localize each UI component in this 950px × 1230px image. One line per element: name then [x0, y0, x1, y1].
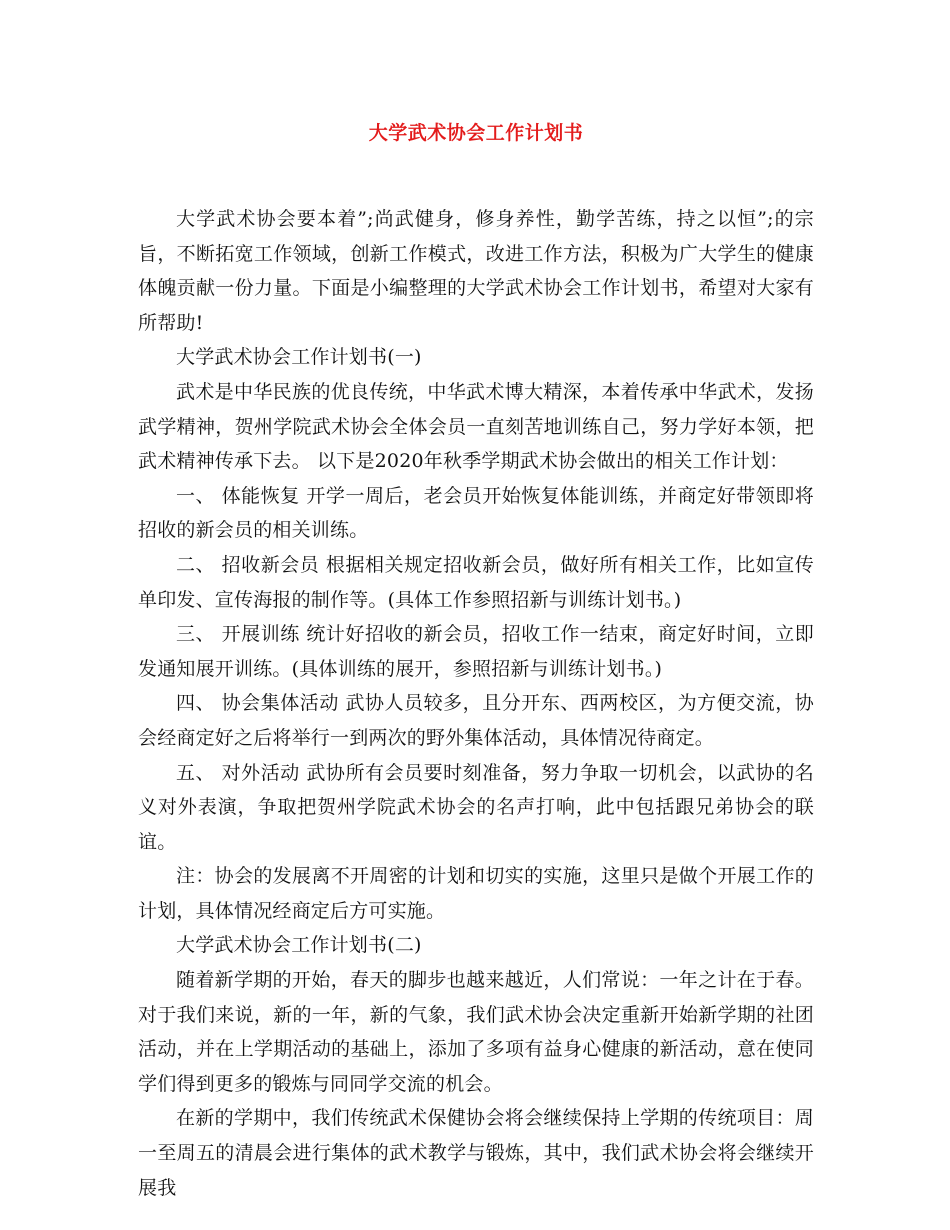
paragraph-intro: 大学武术协会要本着”;尚武健身，修身养性，勤学苦练，持之以恒”;的宗旨，不断拓宽工作领域，创新工作模式，改进工作方法，积极为广大学生的健康体魄贡献一份力量。下面是小编整理的大学武术协会工作计划书，希望对大家有所帮助!: [138, 208, 814, 334]
paragraph-item-5: 五、 对外活动 武协所有会员要时刻准备，努力争取一切机会，以武协的名义对外表演，争取把贺州学院武术协会的名声打响，此中包括跟兄弟协会的联谊。: [138, 761, 814, 853]
paragraph-note: 注：协会的发展离不开周密的计划和切实的实施，这里只是做个开展工作的计划，具体情况经商定后方可实施。: [138, 865, 814, 922]
section-heading-plan-1: 大学武术协会工作计划书(一): [176, 346, 422, 369]
paragraph-item-4: 四、 协会集体活动 武协人员较多，且分开东、西两校区，为方便交流，协会经商定好之后将举行一到两次的野外集体活动，具体情况待商定。: [138, 692, 814, 749]
paragraph-item-2: 二、 招收新会员 根据相关规定招收新会员，做好所有相关工作，比如宣传单印发、宣传海报的制作等。(具体工作参照招新与训练计划书。): [138, 553, 814, 611]
paragraph-plan-2-body: 在新的学期中，我们传统武术保健协会将会继续保持上学期的传统项目：周一至周五的清晨会进行集体的武术教学与锻炼，其中，我们武术协会将会继续开展我: [138, 1107, 814, 1199]
paragraph-plan-1-intro: 武术是中华民族的优良传统，中华武术博大精深，本着传承中华武术，发扬武学精神，贺州学院武术协会全体会员一直刻苦地训练自己，努力学好本领，把武术精神传承下去。 以下是2020年秋季学期武术协会做出的相关工作计划：: [138, 380, 814, 473]
document-title: 大学武术协会工作计划书: [368, 122, 584, 144]
paragraph-item-3: 三、 开展训练 统计好招收的新会员，招收工作一结束，商定好时间，立即发通知展开训练。(具体训练的展开，参照招新与训练计划书。): [138, 623, 814, 680]
document-body: [138, 202, 814, 1205]
paragraph-item-1: 一、 体能恢复 开学一周后，老会员开始恢复体能训练，并商定好带领即将招收的新会员的相关训练。: [138, 484, 814, 542]
section-heading-plan-2: 大学武术协会工作计划书(二): [176, 934, 422, 957]
paragraph-plan-2-intro: 随着新学期的开始，春天的脚步也越来越近，人们常说：一年之计在于春。对于我们来说，新的一年，新的气象，我们武术协会决定重新开始新学期的社团活动，并在上学期活动的基础上，添加了多项有益身心健康的新活动，意在使同学们得到更多的锻炼与同同学交流的机会。: [138, 969, 814, 1095]
